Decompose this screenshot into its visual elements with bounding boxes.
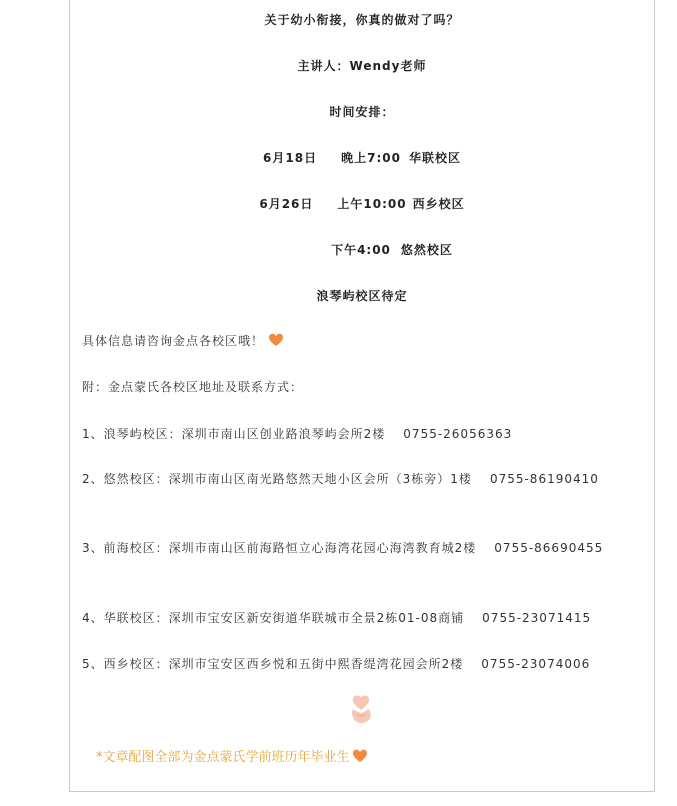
article-title: 关于幼小衔接，你真的做对了吗？ <box>264 13 460 27</box>
heart-icon <box>352 749 368 763</box>
campus-phone: 0755-23074006 <box>481 657 591 671</box>
campus-name: 华联校区： <box>103 611 169 625</box>
heart-icon <box>268 333 284 347</box>
campus-name: 前海校区： <box>103 541 169 555</box>
consult-line <box>82 333 284 349</box>
schedule-time: 上午10:00 <box>337 197 407 211</box>
schedule-time: 晚上7:00 <box>341 151 401 165</box>
schedule-heading: 时间安排： <box>329 105 395 119</box>
schedule-item <box>69 196 655 212</box>
campus-item <box>82 426 512 442</box>
appendix-heading: 附：金点蒙氏各校区地址及联系方式： <box>82 380 304 394</box>
campus-item <box>82 610 591 626</box>
schedule-campus: 悠然校区 <box>400 243 453 257</box>
schedule-campus: 西乡校区 <box>412 197 465 211</box>
campus-name: 西乡校区： <box>103 657 169 671</box>
schedule-item <box>69 150 655 166</box>
campus-name: 悠然校区： <box>103 472 169 486</box>
campus-address: 深圳市宝安区西乡悦和五街中熙香缇湾花园会所2楼 <box>168 657 464 671</box>
schedule-campus: 华联校区 <box>408 151 461 165</box>
pending-campus-note: 浪琴屿校区待定 <box>316 289 408 303</box>
schedule-time: 下午4:00 <box>331 243 391 257</box>
campus-address: 深圳市南山区前海路恒立心海湾花园心海湾教育城2楼 <box>168 541 477 555</box>
schedule-item <box>69 242 655 258</box>
schedule-date: 6月18日 <box>263 151 318 165</box>
finger-heart-icon <box>347 694 375 724</box>
footer-text: *文章配图全部为金点蒙氏学前班历年毕业生 <box>96 750 350 765</box>
campus-address: 深圳市南山区创业路浪琴屿会所2楼 <box>181 427 386 441</box>
campus-index: 3、 <box>82 541 104 555</box>
campus-name: 浪琴屿校区： <box>103 427 182 441</box>
schedule-date: 6月26日 <box>259 197 314 211</box>
campus-index: 2、 <box>82 472 104 486</box>
footer-note <box>96 746 368 765</box>
campus-index: 5、 <box>82 657 104 671</box>
campus-item <box>82 656 590 672</box>
campus-address: 深圳市南山区南光路悠然天地小区会所（3栋旁）1楼 <box>168 472 472 486</box>
campus-phone: 0755-86190410 <box>489 472 599 486</box>
campus-phone: 0755-23071415 <box>482 611 592 625</box>
campus-index: 1、 <box>82 427 104 441</box>
campus-phone: 0755-26056363 <box>403 427 513 441</box>
campus-phone: 0755-86690455 <box>494 541 604 555</box>
campus-address: 深圳市宝安区新安街道华联城市全景2栋01-08商铺 <box>168 611 465 625</box>
campus-index: 4、 <box>82 611 104 625</box>
campus-item <box>82 537 642 560</box>
campus-item <box>82 468 642 491</box>
consult-text: 具体信息请咨询金点各校区哦！ <box>82 334 265 348</box>
speaker-line: 主讲人：Wendy老师 <box>297 59 427 73</box>
